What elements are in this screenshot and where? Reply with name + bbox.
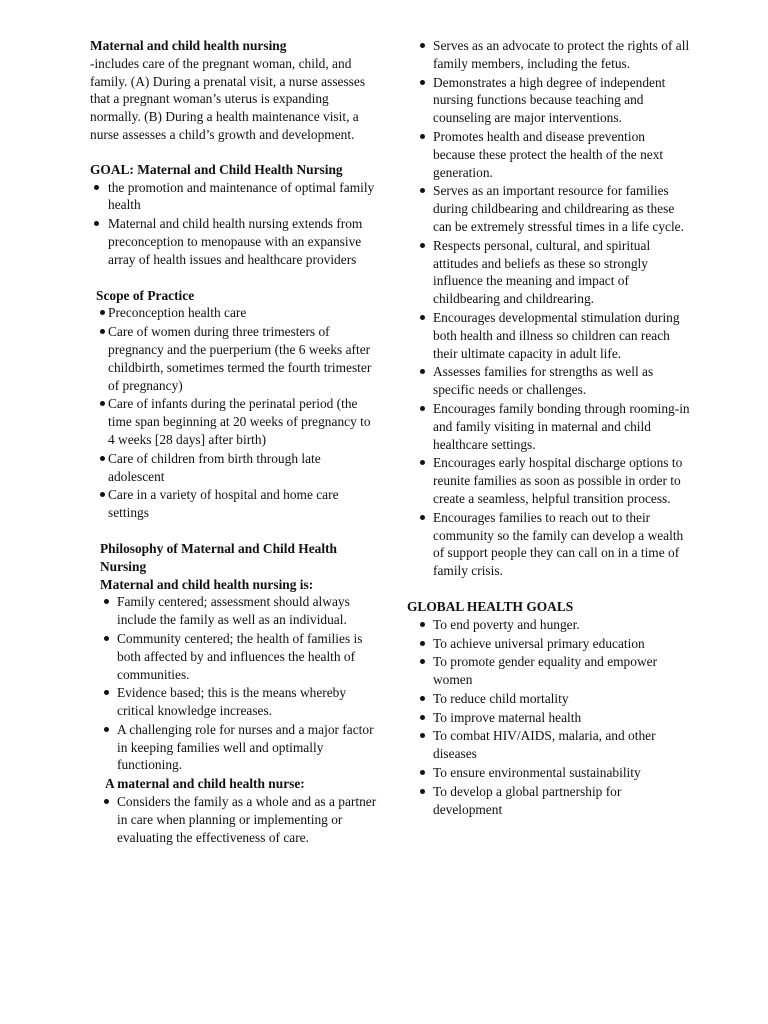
scope-item: Care in a variety of hospital and home care settings xyxy=(100,486,380,522)
global-goal-item: To ensure environmental sustainability xyxy=(415,764,690,782)
nurse-title: A maternal and child health nurse: xyxy=(105,776,305,792)
nurse-item: Serves as an important resource for families during childbearing and childrearing as these can be extremely stressful times in a life cycle. xyxy=(415,182,690,235)
spacer xyxy=(90,144,380,161)
philosophy-title: Philosophy of Maternal and Child Health Nursing xyxy=(100,540,337,574)
nurse-item: Considers the family as a whole and as a partner in care when planning or implementing or evaluating the effectiveness of care. xyxy=(104,793,380,846)
global-goals-list xyxy=(415,616,690,819)
is-title: Maternal and child health nursing is: xyxy=(100,576,314,592)
is-list xyxy=(90,593,380,774)
nurse-list-right xyxy=(415,37,690,580)
goal-item: Maternal and child health nursing extends from preconception to menopause with an expansive array of health issues and healthcare providers xyxy=(90,215,380,268)
scope-list xyxy=(90,304,380,522)
global-goal-item: To promote gender equality and empower women xyxy=(415,653,690,689)
scope-title: Scope of Practice xyxy=(96,287,195,303)
nurse-item: Assesses families for strengths as well as specific needs or challenges. xyxy=(415,363,690,399)
nurse-item: Encourages families to reach out to their community so the family can develop a wealth of support people they can call on in a time of family crisis. xyxy=(415,509,690,580)
scope-item: Preconception health care xyxy=(100,304,380,322)
left-column xyxy=(90,37,380,847)
global-goal-item: To develop a global partnership for development xyxy=(415,783,690,819)
intro-title: Maternal and child health nursing xyxy=(90,38,287,53)
global-goal-item: To improve maternal health xyxy=(415,709,690,727)
intro-text: -includes care of the pregnant woman, child, and family. (A) During a prenatal visit, a nurse assesses that a pregnant woman’s uterus is expanding normally. (B) During a health maintenance visit, a nurse assesses a child’s growth and development. xyxy=(90,55,366,142)
goal-title: GOAL: Maternal and Child Health Nursing xyxy=(90,161,343,177)
nurse-list-left xyxy=(90,793,380,846)
spacer xyxy=(90,270,380,287)
nurse-item: Encourages developmental stimulation during both health and illness so children can reach their ultimate capacity in adult life. xyxy=(415,309,690,362)
scope-item: Care of infants during the perinatal period (the time span beginning at 20 weeks of pregnancy to 4 weeks [28 days] after birth) xyxy=(100,395,380,448)
is-item: Family centered; assessment should always include the family as well as an individual. xyxy=(104,593,380,629)
global-goal-item: To achieve universal primary education xyxy=(415,635,690,653)
global-goal-item: To reduce child mortality xyxy=(415,690,690,708)
global-goal-item: To combat HIV/AIDS, malaria, and other diseases xyxy=(415,727,690,763)
nurse-item: Serves as an advocate to protect the rights of all family members, including the fetus. xyxy=(415,37,690,73)
goal-list xyxy=(90,179,380,269)
spacer xyxy=(90,523,380,540)
nurse-item: Demonstrates a high degree of independent nursing functions because teaching and counseling are major interventions. xyxy=(415,74,690,127)
spacer xyxy=(415,581,690,598)
nurse-item: Encourages early hospital discharge options to reunite families as soon as possible in order to create a seamless, helpful transition process. xyxy=(415,454,690,507)
scope-item: Care of children from birth through late adolescent xyxy=(100,450,380,486)
global-goal-item: To end poverty and hunger. xyxy=(415,616,690,634)
is-item: Evidence based; this is the means whereby critical knowledge increases. xyxy=(104,684,380,720)
scope-item: Care of women during three trimesters of pregnancy and the puerperium (the 6 weeks after childbirth, sometimes termed the fourth trimester of pregnancy) xyxy=(100,323,380,394)
nurse-item: Promotes health and disease prevention because these protect the health of the next generation. xyxy=(415,128,690,181)
is-item: A challenging role for nurses and a major factor in keeping families well and optimally functioning. xyxy=(104,721,380,774)
nurse-item: Encourages family bonding through rooming-in and family visiting in maternal and child healthcare settings. xyxy=(415,400,690,453)
global-goals-title: GLOBAL HEALTH GOALS xyxy=(407,598,574,614)
goal-item: the promotion and maintenance of optimal family health xyxy=(90,179,380,215)
is-item: Community centered; the health of families is both affected by and influences the health of communities. xyxy=(104,630,380,683)
right-column xyxy=(407,37,690,819)
nurse-item: Respects personal, cultural, and spiritual attitudes and beliefs as these so strongly influence the meaning and impact of childbearing and childrearing. xyxy=(415,237,690,308)
